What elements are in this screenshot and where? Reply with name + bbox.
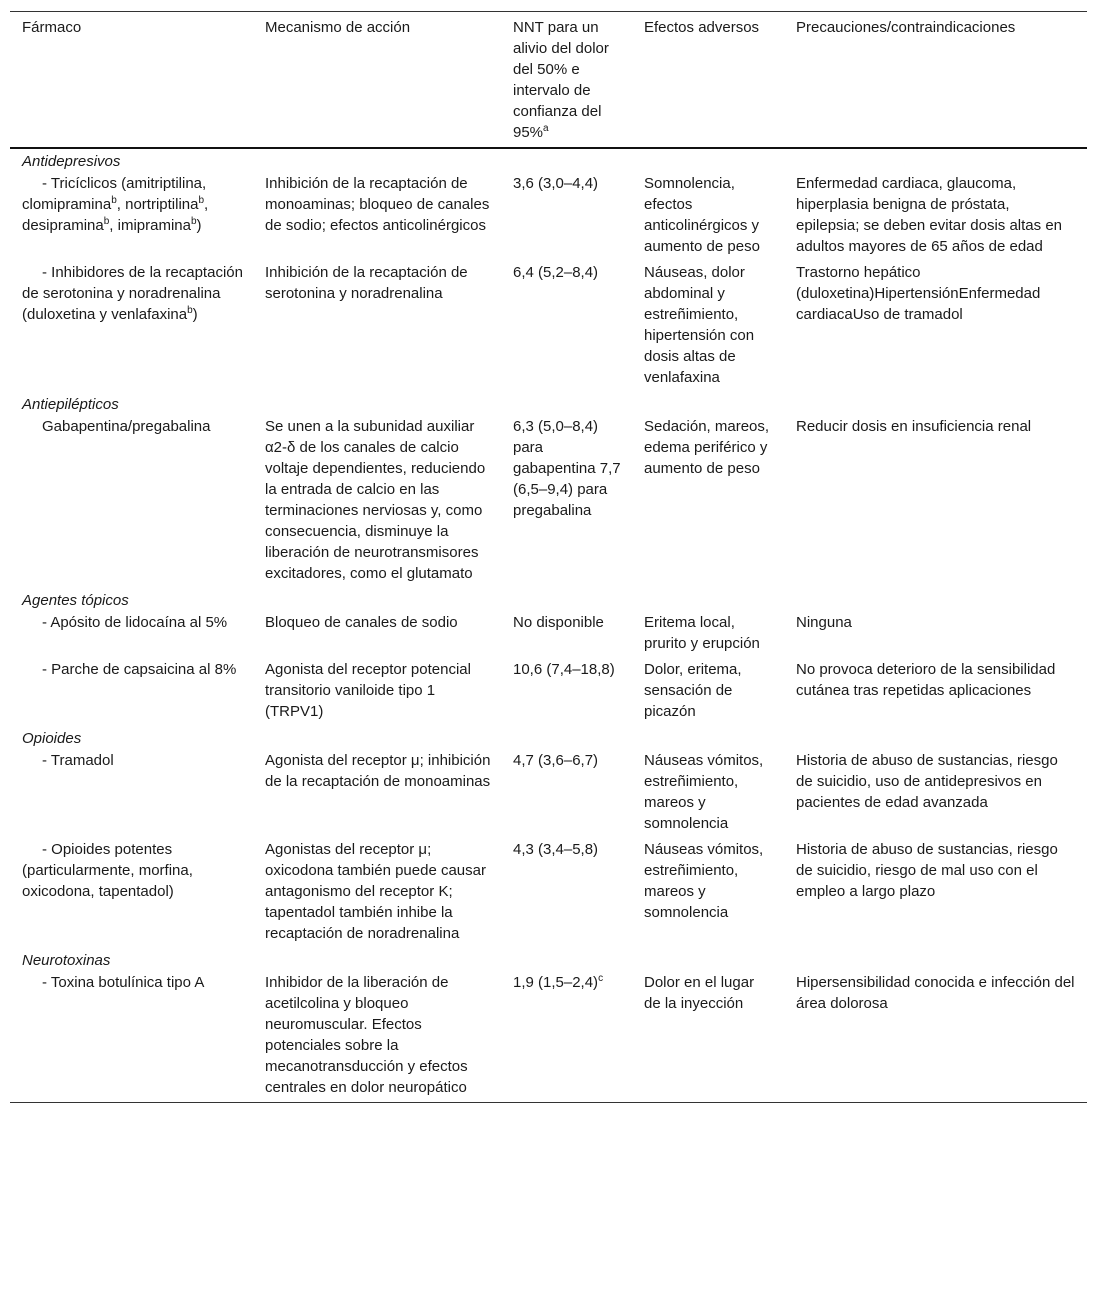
cell-text: Náuseas vómitos, estreñimiento, mareos y somnolencia xyxy=(644,841,764,921)
cell-text: Ninguna xyxy=(796,614,852,631)
header-adverse-effects xyxy=(632,12,784,149)
cell-text: , nortriptilina xyxy=(116,196,199,213)
category-row xyxy=(10,588,1087,611)
category-row xyxy=(10,148,1087,172)
cell-text: - Apósito de lidocaína al 5% xyxy=(42,614,228,631)
cell-text: Bloqueo de canales de sodio xyxy=(265,614,458,631)
cell-text: Reducir dosis en insuficiencia renal xyxy=(796,418,1032,435)
table-header-row xyxy=(10,12,1087,149)
cell-drug xyxy=(10,261,253,392)
cell-adverse-effects xyxy=(632,415,784,588)
header-label: Precauciones/contraindicaciones xyxy=(796,19,1016,36)
table-row xyxy=(10,749,1087,838)
cell-nnt xyxy=(501,658,632,726)
footnote-mark: a xyxy=(543,123,549,134)
cell-adverse-effects xyxy=(632,838,784,948)
header-label: NNT para un alivio del dolor del 50% e intervalo de confianza del 95% xyxy=(513,19,609,141)
cell-precautions xyxy=(784,658,1087,726)
cell-drug xyxy=(10,838,253,948)
category-row xyxy=(10,948,1087,971)
cell-mechanism xyxy=(253,971,501,1103)
footnote-mark: b xyxy=(103,216,110,227)
cell-drug xyxy=(10,749,253,838)
cell-text: , desipramina xyxy=(22,196,209,234)
cell-precautions xyxy=(784,749,1087,838)
footnote-mark: b xyxy=(190,216,197,227)
cell-text: 6,3 (5,0–8,4) para gabapentina 7,7 (6,5–9,4) para pregabalina xyxy=(513,418,621,519)
cell-text: Náuseas, dolor abdominal y estreñimiento, hipertensión con dosis altas de venlafaxina xyxy=(644,264,755,386)
cell-drug xyxy=(10,611,253,658)
table-row xyxy=(10,172,1087,261)
category-row xyxy=(10,392,1087,415)
category-row xyxy=(10,726,1087,749)
category-label: Opioides xyxy=(22,730,82,747)
category-label: Antiepilépticos xyxy=(22,396,119,413)
cell-precautions xyxy=(784,261,1087,392)
cell-text: Historia de abuso de sustancias, riesgo de suicidio, uso de antidepresivos en pacientes de edad avanzada xyxy=(796,752,1058,811)
cell-text: Inhibición de la recaptación de serotonina y noradrenalina xyxy=(265,264,468,302)
cell-text: 6,4 (5,2–8,4) xyxy=(513,264,599,281)
table-row xyxy=(10,971,1087,1103)
header-label: Fármaco xyxy=(22,19,82,36)
cell-text: Gabapentina/pregabalina xyxy=(42,418,211,435)
cell-nnt xyxy=(501,749,632,838)
cell-text: - Opioides potentes (particularmente, morfina, oxicodona, tapentadol) xyxy=(22,841,193,900)
cell-text: Agonistas del receptor μ; oxicodona también puede causar antagonismo del receptor K; tapentadol también inhibe la recaptación de noradrenalina xyxy=(265,841,486,942)
cell-text: Se unen a la subunidad auxiliar α2-δ de los canales de calcio voltaje dependientes, reduciendo la entrada de calcio en las terminaciones nerviosas y, como consecuencia, disminuye la liberación de neurotransmisores excitadores, como el glutamato xyxy=(265,418,486,582)
cell-text: Dolor, eritema, sensación de picazón xyxy=(644,661,742,720)
cell-nnt xyxy=(501,415,632,588)
table-row xyxy=(10,415,1087,588)
category-label: Antidepresivos xyxy=(22,153,121,170)
cell-adverse-effects xyxy=(632,172,784,261)
cell-text: Eritema local, prurito y erupción xyxy=(644,614,760,652)
footnote-mark: c xyxy=(598,973,604,984)
cell-nnt xyxy=(501,971,632,1103)
cell-text: Inhibidor de la liberación de acetilcolina y bloqueo neuromuscular. Efectos potenciales sobre la mecanotransducción y efectos centrales en dolor neuropático xyxy=(265,974,468,1096)
cell-drug xyxy=(10,172,253,261)
cell-adverse-effects xyxy=(632,971,784,1103)
cell-text: 10,6 (7,4–18,8) xyxy=(513,661,615,678)
cell-precautions xyxy=(784,838,1087,948)
cell-mechanism xyxy=(253,749,501,838)
footnote-mark: b xyxy=(187,305,193,316)
cell-text: No provoca deterioro de la sensibilidad cutánea tras repetidas aplicaciones xyxy=(796,661,1056,699)
cell-precautions xyxy=(784,611,1087,658)
table-row xyxy=(10,838,1087,948)
cell-text: Enfermedad cardiaca, glaucoma, hiperplasia benigna de próstata, epilepsia; se deben evitar dosis altas en adultos mayores de 65 años de edad xyxy=(796,175,1063,255)
cell-text: ) xyxy=(196,217,202,234)
table-row xyxy=(10,261,1087,392)
cell-text: , imipramina xyxy=(109,217,191,234)
cell-text: Dolor en el lugar de la inyección xyxy=(644,974,755,1012)
cell-text: - Parche de capsaicina al 8% xyxy=(42,661,237,678)
cell-text: - Inhibidores de la recaptación de serotonina y noradrenalina (duloxetina y venlafaxina xyxy=(22,264,243,323)
cell-nnt xyxy=(501,172,632,261)
category-label: Neurotoxinas xyxy=(22,952,111,969)
cell-text: 3,6 (3,0–4,4) xyxy=(513,175,599,192)
cell-adverse-effects xyxy=(632,611,784,658)
header-drug xyxy=(10,12,253,149)
cell-text: 4,3 (3,4–5,8) xyxy=(513,841,599,858)
header-nnt xyxy=(501,12,632,149)
cell-precautions xyxy=(784,172,1087,261)
cell-mechanism xyxy=(253,838,501,948)
cell-text: - Tramadol xyxy=(42,752,114,769)
cell-mechanism xyxy=(253,658,501,726)
cell-text: Somnolencia, efectos anticolinérgicos y aumento de peso xyxy=(644,175,760,255)
footnote-mark: b xyxy=(111,195,117,206)
cell-precautions xyxy=(784,971,1087,1103)
cell-drug xyxy=(10,658,253,726)
header-label: Efectos adversos xyxy=(644,19,760,36)
cell-text: 4,7 (3,6–6,7) xyxy=(513,752,599,769)
drug-table xyxy=(10,11,1087,1103)
cell-adverse-effects xyxy=(632,658,784,726)
header-label: Mecanismo de acción xyxy=(265,19,411,36)
cell-nnt xyxy=(501,611,632,658)
table-body xyxy=(10,148,1087,1103)
cell-adverse-effects xyxy=(632,749,784,838)
cell-drug xyxy=(10,415,253,588)
header-mechanism xyxy=(253,12,501,149)
cell-precautions xyxy=(784,415,1087,588)
cell-text: Náuseas vómitos, estreñimiento, mareos y somnolencia xyxy=(644,752,764,832)
table-row xyxy=(10,611,1087,658)
cell-text: Agonista del receptor potencial transitorio vaniloide tipo 1 (TRPV1) xyxy=(265,661,471,720)
cell-text: No disponible xyxy=(513,614,604,631)
category-label: Agentes tópicos xyxy=(22,592,129,609)
cell-text: Agonista del receptor μ; inhibición de la recaptación de monoaminas xyxy=(265,752,491,790)
cell-text: - Tricíclicos (amitriptilina, clomipramina xyxy=(22,175,207,213)
cell-drug xyxy=(10,971,253,1103)
footnote-mark: b xyxy=(198,195,205,206)
cell-text: Historia de abuso de sustancias, riesgo de suicidio, riesgo de mal uso con el empleo a largo plazo xyxy=(796,841,1058,900)
cell-mechanism xyxy=(253,261,501,392)
cell-text: Sedación, mareos, edema periférico y aumento de peso xyxy=(644,418,770,477)
cell-mechanism xyxy=(253,415,501,588)
cell-nnt xyxy=(501,261,632,392)
cell-mechanism xyxy=(253,611,501,658)
cell-text: 1,9 (1,5–2,4) xyxy=(513,974,599,991)
cell-nnt xyxy=(501,838,632,948)
cell-text: Hipersensibilidad conocida e infección del área dolorosa xyxy=(796,974,1075,1012)
cell-text: ) xyxy=(192,306,198,323)
cell-mechanism xyxy=(253,172,501,261)
table-row xyxy=(10,658,1087,726)
cell-text: Trastorno hepático (duloxetina)HipertensiónEnfermedad cardiacaUso de tramadol xyxy=(796,264,1041,323)
header-precautions xyxy=(784,12,1087,149)
cell-text: Inhibición de la recaptación de monoaminas; bloqueo de canales de sodio; efectos anticolinérgicos xyxy=(265,175,490,234)
cell-text: - Toxina botulínica tipo A xyxy=(42,974,205,991)
cell-adverse-effects xyxy=(632,261,784,392)
